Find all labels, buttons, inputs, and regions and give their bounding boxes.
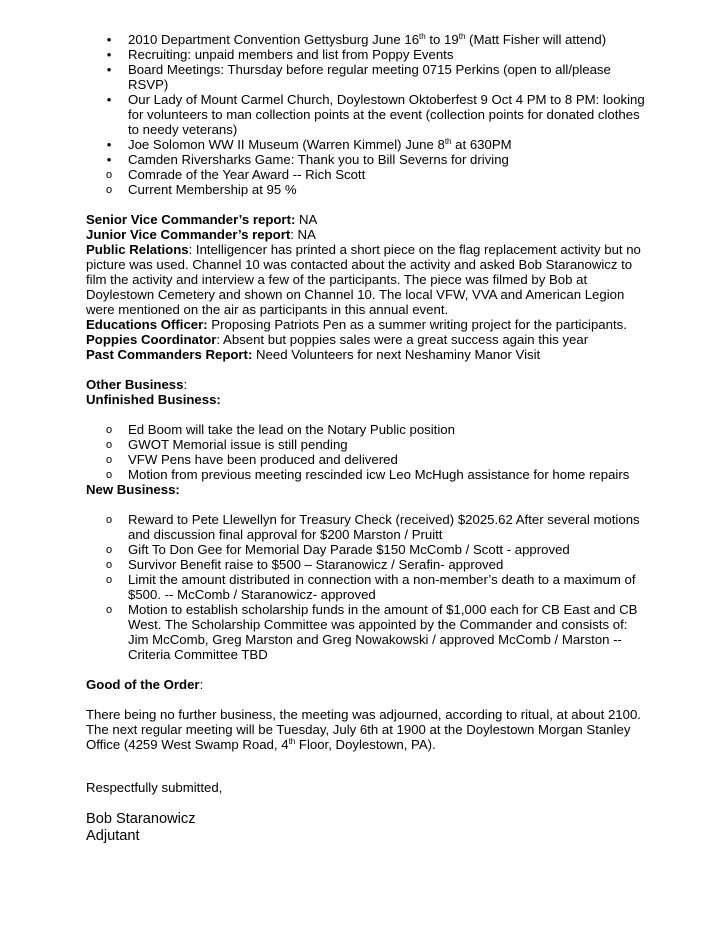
bullet-marker: • [106, 137, 112, 152]
list-item: o Ed Boom will take the lead on the Notary Public position [86, 422, 646, 437]
circle-marker: o [105, 559, 113, 571]
poppies-coordinator-report: Poppies Coordinator: Absent but poppies sales were a great success again this year [86, 332, 589, 347]
educations-officer-report: Educations Officer: Proposing Patriots Pen as a summer writing project for the participants. [86, 317, 627, 332]
list-item: • Board Meetings: Thursday before regular meeting 0715 Perkins (open to all/please RSVP) [86, 62, 646, 92]
circle-marker: o [105, 574, 113, 586]
new-business-list [86, 512, 646, 662]
circle-marker: o [105, 424, 113, 436]
list-item: • Our Lady of Mount Carmel Church, Doylestown Oktoberfest 9 Oct 4 PM to 8 PM: looking for volunteers to man collection points at the event (collection points for donated clothes to needy veterans) [86, 92, 646, 137]
signoff-line: Respectfully submitted, [86, 780, 223, 795]
good-of-order-heading: Good of the Order: [86, 677, 204, 692]
unfinished-business-heading: Unfinished Business: [86, 392, 221, 407]
circle-marker: o [105, 514, 113, 526]
circle-marker: o [105, 454, 113, 466]
list-item: o Comrade of the Year Award -- Rich Scott [86, 167, 646, 182]
list-item: • Joe Solomon WW II Museum (Warren Kimmel) June 8th at 630PM [86, 137, 646, 152]
circle-marker: o [105, 469, 113, 481]
bullet-marker: • [106, 47, 112, 62]
new-business-heading: New Business: [86, 482, 180, 497]
list-item: o Survivor Benefit raise to $500 – Staranowicz / Serafin- approved [86, 557, 646, 572]
bullet-marker: • [106, 32, 112, 47]
signer-title: Adjutant [86, 828, 140, 844]
signer-name: Bob Staranowicz [86, 811, 196, 827]
unfinished-business-list [86, 422, 646, 482]
list-item: o Limit the amount distributed in connection with a non-member’s death to a maximum of $500. -- McComb / Staranowicz- approved [86, 572, 646, 602]
past-commanders-report: Past Commanders Report: Need Volunteers for next Neshaminy Manor Visit [86, 347, 541, 362]
circle-marker: o [105, 544, 113, 556]
circle-marker: o [105, 169, 113, 181]
list-item: o Motion to establish scholarship funds in the amount of $1,000 each for CB East and CB West. The Scholarship Committee was appointed by the Commander and consists of: Jim McComb, Greg Marston and Greg Nowakowski / approved McComb / Marston -- Criteria Committee TBD [86, 602, 646, 662]
list-item: o Current Membership at 95 % [86, 182, 646, 197]
bullet-marker: • [106, 152, 112, 167]
list-item: • 2010 Department Convention Gettysburg June 16th to 19th (Matt Fisher will attend) [86, 32, 646, 47]
list-item: o Reward to Pete Llewellyn for Treasury Check (received) $2025.62 After several motions and discussion final approval for $200 Marston / Pruitt [86, 512, 646, 542]
circle-marker: o [105, 604, 113, 616]
list-item: • Recruiting: unpaid members and list from Poppy Events [86, 47, 646, 62]
closing-paragraph: There being no further business, the meeting was adjourned, according to ritual, at about 2100. The next regular meeting will be Tuesday, July 6th at 1900 at the Doylestown Morgan Stanley Office (4259 West Swamp Road, 4th Floor, Doylestown, PA). [86, 707, 641, 752]
junior-vice-report: Junior Vice Commander’s report: NA [86, 227, 316, 242]
senior-vice-report: Senior Vice Commander’s report: NA [86, 212, 318, 227]
document-page [86, 32, 646, 845]
top-bullet-list [86, 32, 646, 197]
circle-marker: o [105, 439, 113, 451]
circle-marker: o [105, 184, 113, 196]
reports-section [86, 212, 646, 362]
list-item: o GWOT Memorial issue is still pending [86, 437, 646, 452]
other-business-heading: Other Business: [86, 377, 188, 392]
list-item: o VFW Pens have been produced and delivered [86, 452, 646, 467]
list-item: • Camden Riversharks Game: Thank you to Bill Severns for driving [86, 152, 646, 167]
public-relations-report: Public Relations: Intelligencer has printed a short piece on the flag replacement activity but no picture was used. Channel 10 was contacted about the activity and asked Bob Staranowicz to film the activity and interview a few of the participants. The piece was filmed by Bob at Doylestown Cemetery and shown on Channel 10. The local VFW, VVA and American Legion were mentioned on the air as participants in this annual event. [86, 242, 641, 317]
list-item: o Motion from previous meeting rescinded icw Leo McHugh assistance for home repairs [86, 467, 646, 482]
bullet-marker: • [106, 62, 112, 77]
list-item: o Gift To Don Gee for Memorial Day Parade $150 McComb / Scott - approved [86, 542, 646, 557]
bullet-marker: • [106, 92, 112, 107]
